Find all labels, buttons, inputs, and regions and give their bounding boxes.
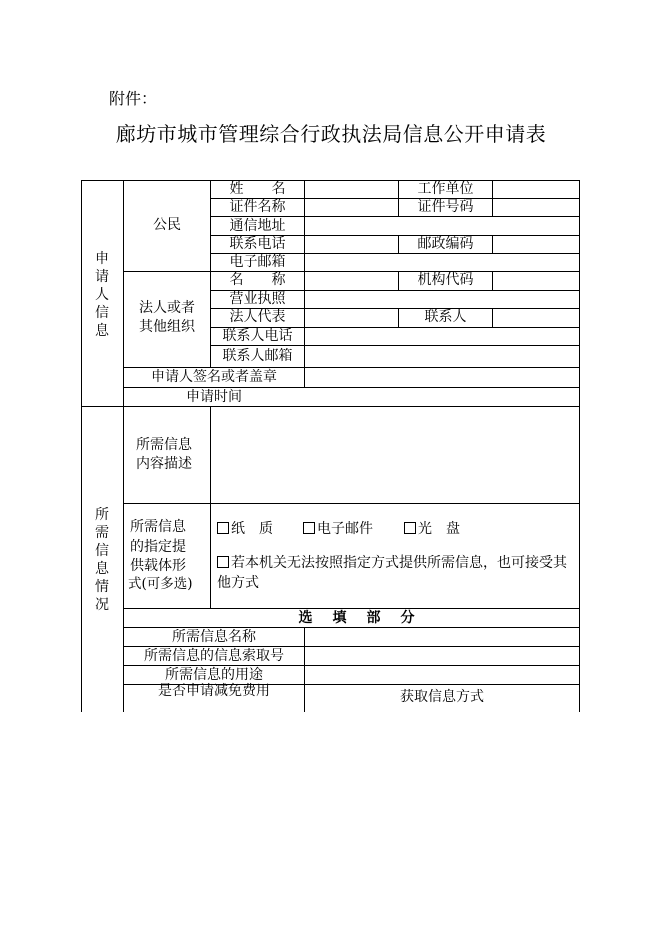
- id-name-label: 证件名称: [229, 199, 286, 215]
- signature-input[interactable]: [305, 368, 579, 387]
- org-code-label: 机构代码: [417, 272, 474, 288]
- description-input[interactable]: [211, 407, 579, 503]
- carrier-label-line4: 式(可多选): [128, 576, 193, 592]
- desc-label-line1: 所需信息: [136, 437, 192, 453]
- business-license-label: 营业执照: [229, 291, 286, 307]
- legal-rep-label: 法人代表: [229, 309, 286, 325]
- applicant-info-section-label: 申请人信息: [95, 251, 109, 339]
- citizen-group-label: 公民: [153, 216, 181, 233]
- carrier-label-line3: 供载体形: [130, 558, 186, 574]
- checkbox-icon[interactable]: [303, 522, 315, 534]
- checkbox-icon[interactable]: [404, 522, 416, 534]
- option-email[interactable]: 电子邮件: [303, 519, 373, 539]
- work-unit-label: 工作单位: [417, 181, 474, 197]
- org-group-label-line2: 其他组织: [139, 319, 195, 335]
- signature-label: 申请人签名或者盖章: [151, 369, 277, 385]
- option-other[interactable]: 若本机关无法按照指定方式提供所需信息，也可接受其他方式: [217, 555, 567, 591]
- address-label: 通信地址: [229, 217, 286, 234]
- org-name-label: 名 称: [229, 272, 286, 288]
- email-label: 电子邮箱: [229, 254, 286, 270]
- id-name-input[interactable]: [305, 199, 398, 216]
- checkbox-icon[interactable]: [217, 556, 229, 568]
- name-label: 姓 名: [229, 181, 286, 197]
- apply-time-label: 申请时间: [186, 388, 242, 405]
- form-title: 廊坊市城市管理综合行政执法局信息公开申请表: [115, 122, 547, 146]
- org-group-label-line1: 法人或者: [139, 300, 195, 316]
- info-name-label: 所需信息名称: [172, 628, 256, 645]
- index-number-input[interactable]: [305, 647, 579, 665]
- apply-time-input[interactable]: [305, 388, 579, 406]
- work-unit-input[interactable]: [493, 181, 579, 198]
- index-number-label: 所需信息的信息索取号: [144, 647, 284, 664]
- id-number-input[interactable]: [493, 199, 579, 216]
- contact-email-label: 联系人邮箱: [222, 348, 293, 364]
- carrier-label-line2: 的指定提: [130, 539, 186, 555]
- postcode-input[interactable]: [493, 236, 579, 253]
- purpose-label: 所需信息的用途: [165, 666, 263, 683]
- phone-input[interactable]: [305, 236, 398, 253]
- optional-section-header: 选填部分: [298, 609, 435, 626]
- email-input[interactable]: [305, 254, 579, 271]
- address-input[interactable]: [305, 217, 579, 235]
- name-input[interactable]: [305, 181, 398, 198]
- id-number-label: 证件号码: [417, 199, 474, 215]
- attachment-label: 附件：: [109, 89, 158, 108]
- contact-phone-label: 联系人电话: [222, 328, 293, 344]
- purpose-input[interactable]: [305, 666, 579, 684]
- obtain-method-label: 获取信息方式: [400, 688, 484, 705]
- desc-label-line2: 内容描述: [136, 456, 192, 472]
- carrier-label-line1: 所需信息: [130, 519, 186, 535]
- option-paper[interactable]: 纸 质: [217, 519, 273, 539]
- phone-label: 联系电话: [229, 236, 286, 252]
- fee-waiver-label: 是否申请减免费用: [158, 682, 270, 699]
- contact-person-label: 联系人: [424, 309, 467, 325]
- option-disc[interactable]: 光 盘: [404, 519, 460, 539]
- postcode-label: 邮政编码: [417, 236, 474, 252]
- info-section-label: 所需信息情况: [95, 507, 109, 613]
- info-name-input[interactable]: [305, 628, 579, 646]
- checkbox-icon[interactable]: [217, 522, 229, 534]
